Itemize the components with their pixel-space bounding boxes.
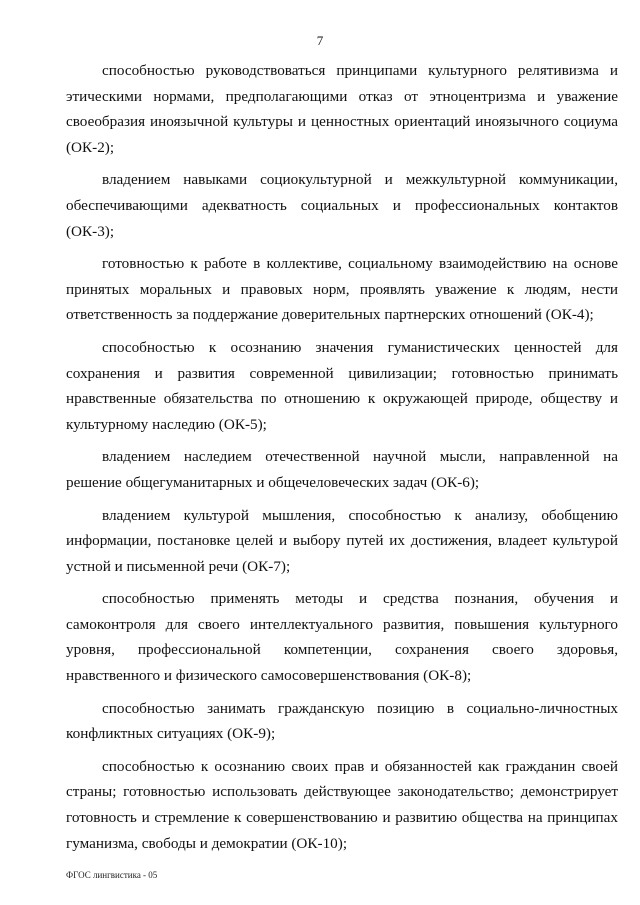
competency-ok-7: владением культурой мышления, способностью к анализу, обобщению информации, постановке целей и выбору путей их достижения, владеет культурой устной и письменной речи (ОК-7); [66,506,618,575]
competency-ok-4: готовностью к работе в коллективе, социальному взаимодействию на основе принятых моральных и правовых норм, проявлять уважение к людям, нести ответственность за поддержание доверительных партнерских отношений (ОК-4); [66,255,618,324]
competency-ok-9: способностью занимать гражданскую позицию в социально-личностных конфликтных ситуациях (ОК-9); [66,699,618,743]
competency-ok-8: способностью применять методы и средства познания, обучения и самоконтроля для своего интеллектуального развития, повышения культурного уровня, профессиональной компетенции, сохранения своего здоровья, нравственного и физического самосовершенствования (ОК-8); [66,590,618,685]
competency-ok-2: способностью руководствоваться принципами культурного релятивизма и этическими нормами, предполагающими отказ от этноцентризма и уважение своеобразия иноязычной культуры и ценностных ориентаций иноязычного социума (ОК-2); [66,62,618,156]
competency-ok-6: владением наследием отечественной научной мысли, направленной на решение общегуманитарных и общечеловеческих задач (ОК-6); [66,448,618,491]
page-number: 7 [316,33,324,48]
competency-list [66,58,618,863]
competency-ok-5: способностью к осознанию значения гуманистических ценностей для сохранения и развития современной цивилизации; готовностью принимать нравственные обязательства по отношению к окружающей природе, обществу и культурному наследию (ОК-5); [66,338,618,433]
competency-ok-10: способностью к осознанию своих прав и обязанностей как гражданин своей страны; готовностью использовать действующее законодательство; демонстрирует готовность и стремление к совершенствованию и развитию общества на принципах гуманизма, свободы и демократии (ОК-10); [66,757,618,852]
page-footer: ФГОС лингвистика - 05 [66,870,158,880]
competency-ok-3: владением навыками социокультурной и межкультурной коммуникации, обеспечивающими адекватность социальных и профессиональных контактов (ОК-3); [66,171,618,240]
